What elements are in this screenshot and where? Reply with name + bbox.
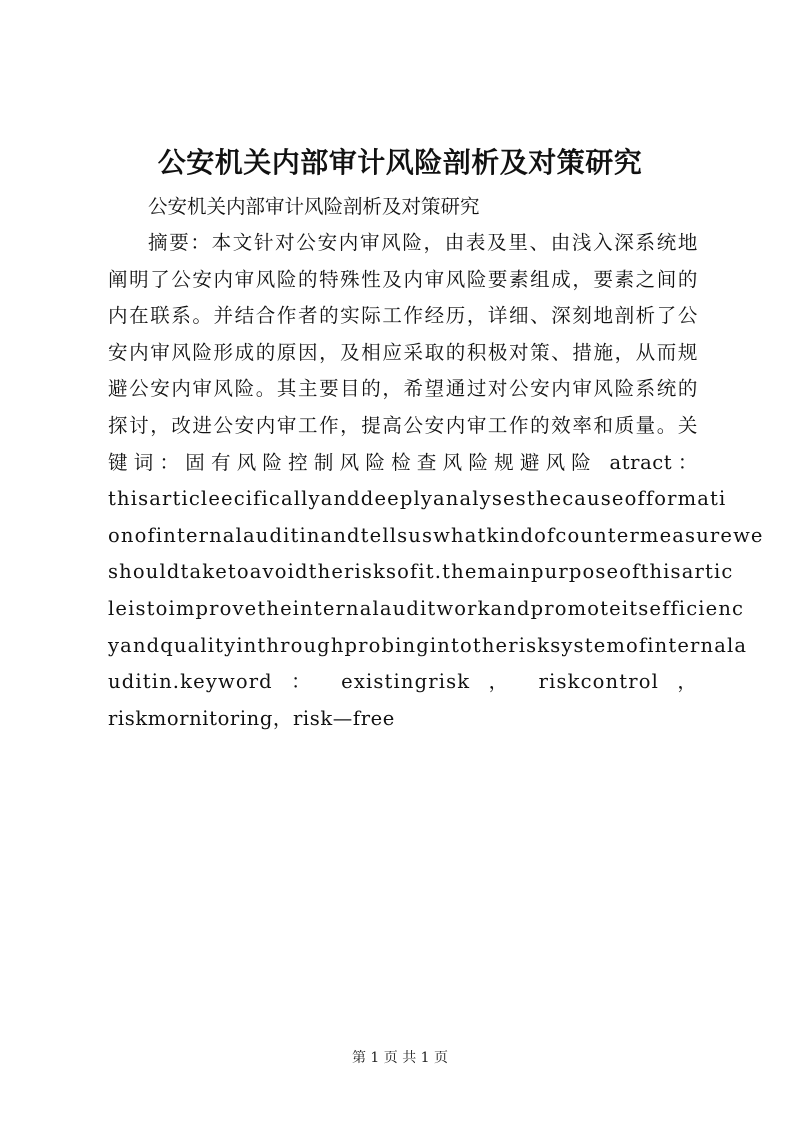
body-line: shouldtaketoavoidtherisksofit.themainpurposeofthisartic [108, 560, 734, 584]
body-line: riskmornitoring，risk—free [108, 706, 395, 730]
body-line: 避公安内审风险。其主要目的，希望通过对公安内审风险系统的 [108, 377, 698, 401]
abstract-body [108, 225, 764, 737]
body-line: 内在联系。并结合作者的实际工作经历，详细、深刻地剖析了公 [108, 304, 698, 328]
body-line: 阐明了公安内审风险的特殊性及内审风险要素组成，要素之间的 [108, 267, 698, 291]
document-title: 公安机关内部审计风险剖析及对策研究 [157, 146, 643, 179]
page-footer: 第 1 页 共 1 页 [351, 1050, 449, 1066]
body-line: yandqualityinthroughprobingintotherisksystemofinternala [108, 633, 748, 657]
body-line: onofinternalauditinandtellsuswhatkindofcountermeasurewe [108, 523, 764, 547]
body-line: 摘要：本文针对公安内审风险，由表及里、由浅入深系统地 [148, 231, 698, 254]
body-line: 键词：固有风险控制风险检查风险规避风险 atract： [108, 450, 698, 474]
body-line: leistoimprovetheinternalauditworkandpromoteitsefficienc [108, 596, 745, 620]
body-line: 探讨，改进公安内审工作，提高公安内审工作的效率和质量。关 [108, 413, 698, 437]
body-line: thisarticleecificallyanddeeplyanalysesthecauseofformati [108, 487, 727, 511]
document-subtitle: 公安机关内部审计风险剖析及对策研究 [148, 195, 480, 218]
body-line: uditin.keyword ： existingrisk ， riskcontrol ， [108, 670, 698, 694]
body-line: 安内审风险形成的原因，及相应采取的积极对策、措施，从而规 [108, 340, 698, 364]
